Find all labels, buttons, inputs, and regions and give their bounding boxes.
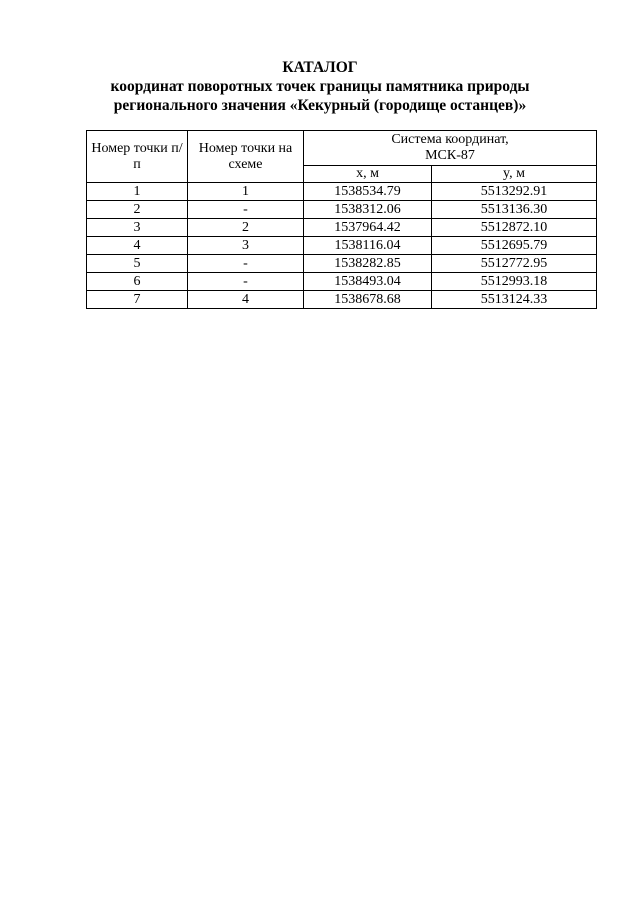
cell-point-number: 4: [87, 237, 188, 255]
cell-y: 5512772.95: [432, 255, 597, 273]
title-line-catalog: КАТАЛОГ: [282, 59, 358, 76]
title-line-subject: координат поворотных точек границы памятника природы: [110, 78, 530, 95]
cell-y: 5513124.33: [432, 291, 597, 309]
cell-x: 1538534.79: [304, 183, 432, 201]
cell-x: 1538116.04: [304, 237, 432, 255]
cell-y: 5513292.91: [432, 183, 597, 201]
document-title: [0, 58, 640, 115]
header-x: x, м: [304, 166, 432, 183]
table-row: [87, 237, 597, 255]
cell-scheme-number: 2: [188, 219, 304, 237]
cell-scheme-number: -: [188, 273, 304, 291]
table-row: [87, 183, 597, 201]
cell-scheme-number: -: [188, 255, 304, 273]
title-line-object: регионального значения «Кекурный (городище останцев)»: [113, 97, 527, 114]
cell-x: 1538493.04: [304, 273, 432, 291]
header-y: y, м: [432, 166, 597, 183]
cell-point-number: 3: [87, 219, 188, 237]
table-row: [87, 273, 597, 291]
header-point-number-label: Номер точки п/п: [91, 140, 183, 172]
cell-y: 5512993.18: [432, 273, 597, 291]
table-row: [87, 219, 597, 237]
cell-x: 1537964.42: [304, 219, 432, 237]
header-point-number: [87, 131, 188, 183]
cell-point-number: 2: [87, 201, 188, 219]
header-scheme-number-label: Номер точки на схеме: [198, 140, 293, 172]
cell-scheme-number: 3: [188, 237, 304, 255]
cell-scheme-number: -: [188, 201, 304, 219]
cell-y: 5512695.79: [432, 237, 597, 255]
cell-point-number: 5: [87, 255, 188, 273]
cell-point-number: 6: [87, 273, 188, 291]
table-row: [87, 201, 597, 219]
cell-y: 5513136.30: [432, 201, 597, 219]
header-coordinate-system-label: Система координат, МСК-87: [391, 132, 509, 163]
cell-x: 1538312.06: [304, 201, 432, 219]
cell-x: 1538282.85: [304, 255, 432, 273]
coordinates-table: [86, 130, 597, 309]
table-header-row: [87, 131, 597, 166]
table-row: [87, 291, 597, 309]
cell-scheme-number: 4: [188, 291, 304, 309]
cell-x: 1538678.68: [304, 291, 432, 309]
cell-scheme-number: 1: [188, 183, 304, 201]
header-scheme-number: [188, 131, 304, 183]
header-coordinate-system: [304, 131, 597, 166]
cell-y: 5512872.10: [432, 219, 597, 237]
cell-point-number: 1: [87, 183, 188, 201]
cell-point-number: 7: [87, 291, 188, 309]
table-row: [87, 255, 597, 273]
